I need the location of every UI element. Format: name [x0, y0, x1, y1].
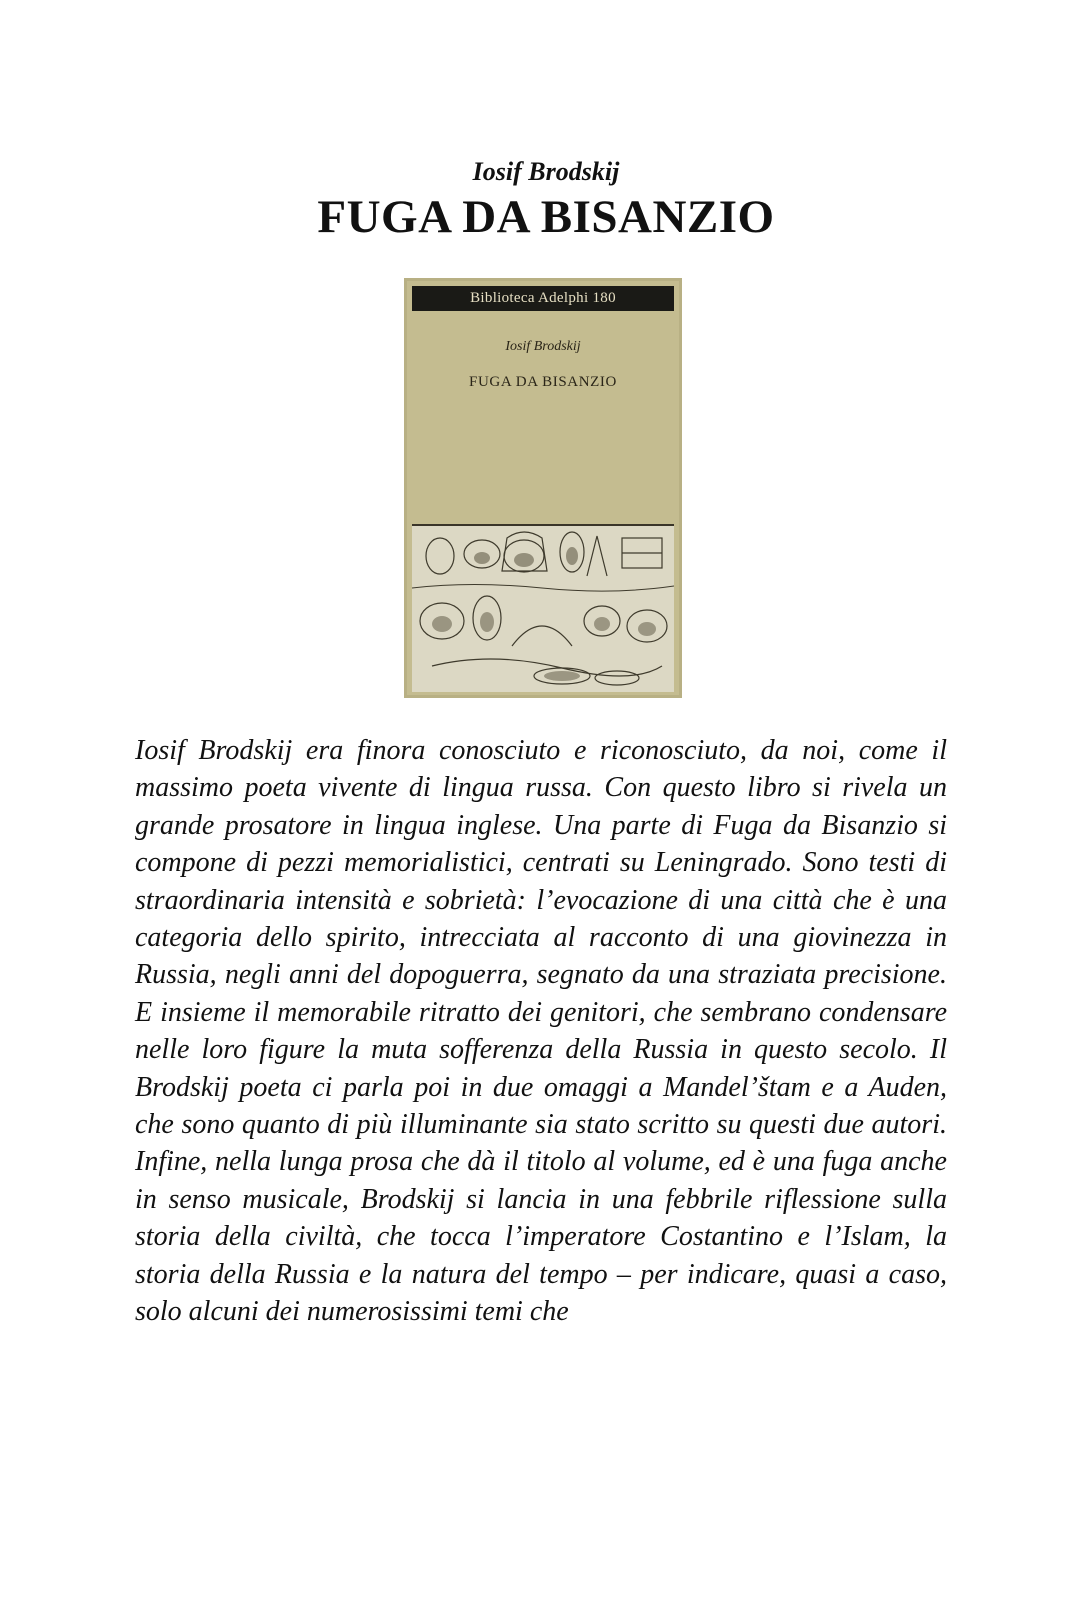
book-description: Iosif Brodskij era finora conosciuto e riconosciuto, da noi, come il massimo poeta vivente di lingua russa. Con questo libro si rivela un grande prosatore in lingua inglese. Una parte di Fuga da Bisanzio si compone di pezzi memorialistici, centrati su Leningrado. Sono testi di straordinaria intensità e sobrietà: l’evocazione di una città che è una categoria dello spirito, intrecciata al racconto di una giovinezza in Russia, negli anni del dopoguerra, segnato da una straziata precisione. E insieme il memorabile ritratto dei genitori, che sembrano condensare nelle loro figure la muta sofferenza della Russia in questo secolo. Il Brodskij poeta ci parla poi in due omaggi a Mandel’štam e a Auden, che sono quanto di più illuminante sia stato scritto su questi due autori. Infine, nella lunga prosa che dà il titolo al volume, ed è una fuga anche in senso musicale, Brodskij si lancia in una febbrile riflessione sulla storia della civiltà, che tocca l’imperatore Costantino e l’Islam, la storia della Russia e la natura del tempo – per indicare, quasi a caso, solo alcuni dei numerosissimi temi che	[135, 735, 947, 1328]
cover-author: Iosif Brodskij	[505, 339, 581, 354]
engraving-illustration	[412, 524, 674, 692]
cover-title: FUGA DA BISANZIO	[469, 374, 617, 390]
book-cover-image	[404, 278, 682, 698]
book-title: FUGA DA BISANZIO	[317, 191, 775, 243]
cover-series-band: Biblioteca Adelphi 180	[412, 286, 674, 311]
author-heading: Iosif Brodskij	[472, 157, 620, 186]
